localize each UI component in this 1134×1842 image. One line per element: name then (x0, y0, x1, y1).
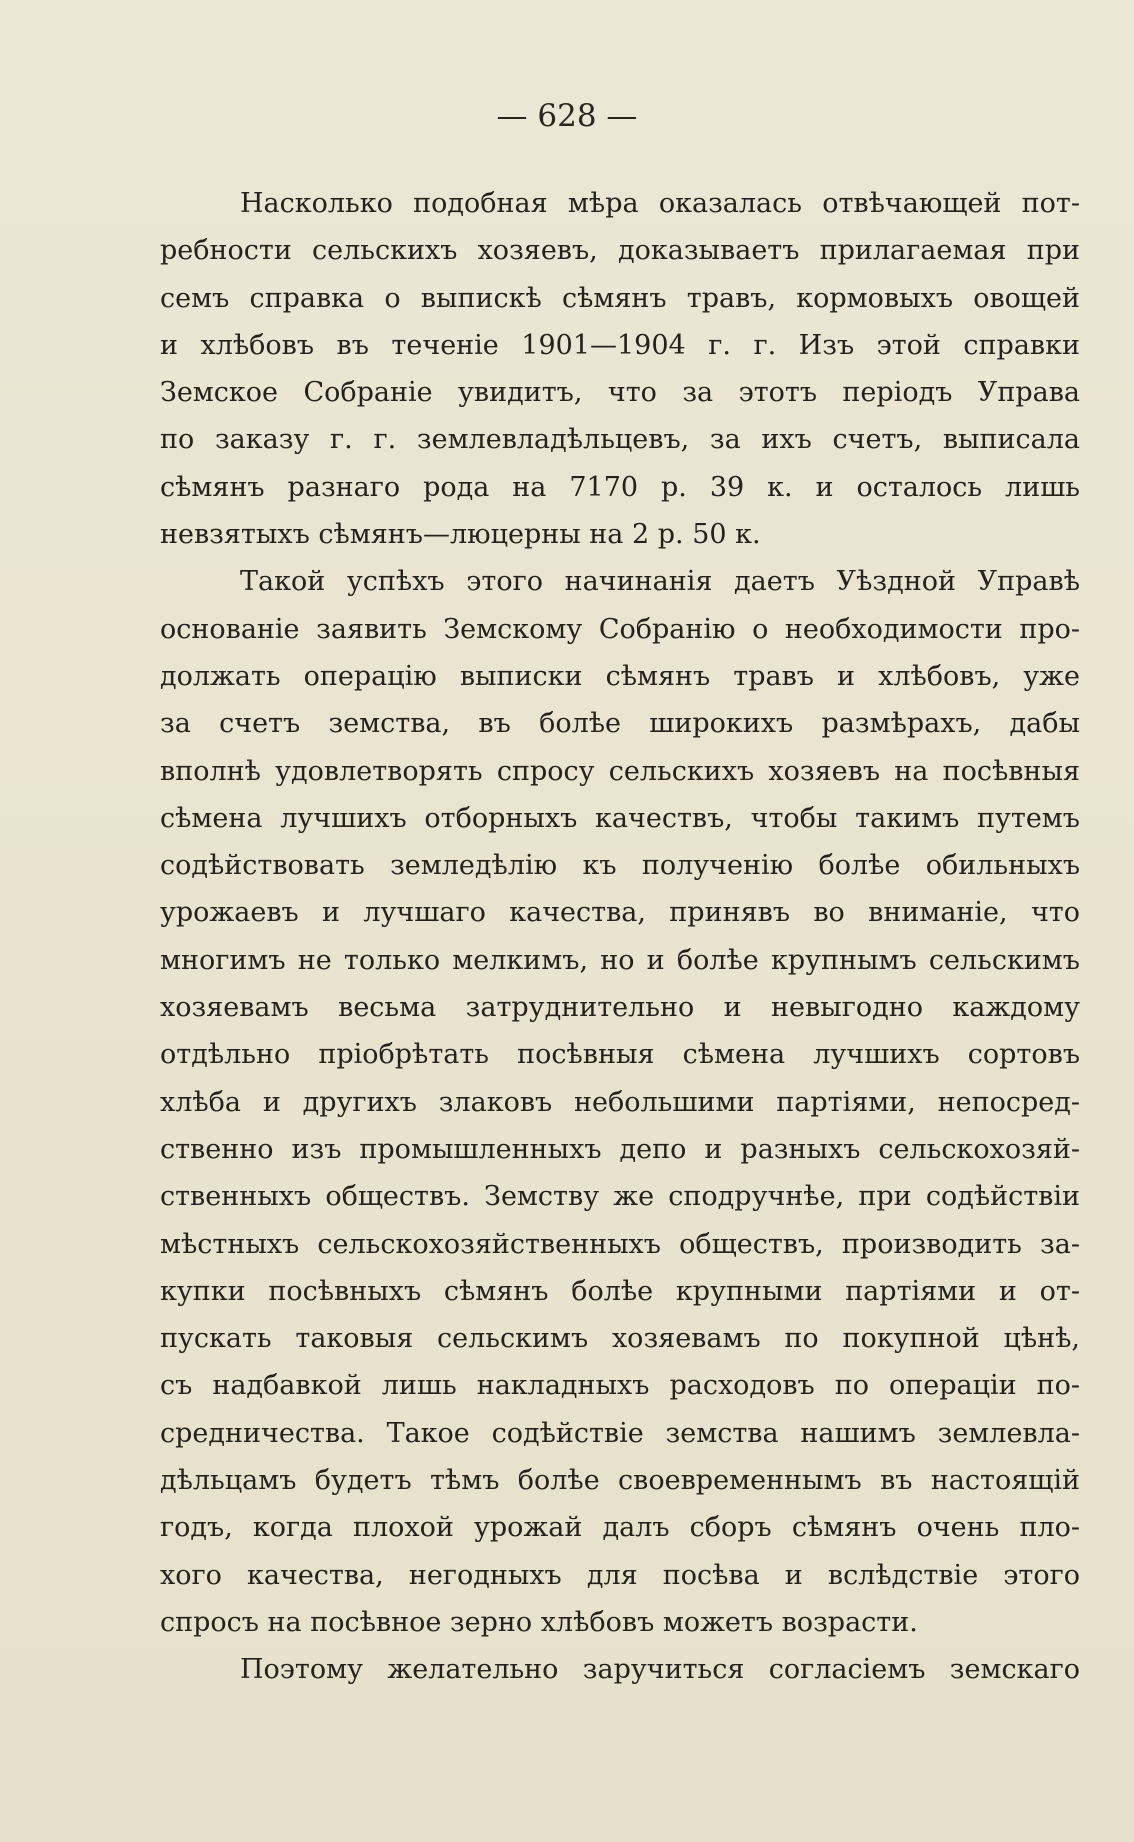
text-line: ственно изъ промышленныхъ депо и разныхъ сельскохозяй- (160, 1133, 1080, 1165)
text-line: хлѣба и другихъ злаковъ небольшими партіями, непосред- (160, 1086, 1080, 1118)
text-line: семъ справка о выпискѣ сѣмянъ травъ, кормовыхъ овощей (160, 282, 1080, 314)
text-line: вполнѣ удовлетворять спросу сельскихъ хозяевъ на посѣвныя (160, 755, 1080, 787)
text-line: ственныхъ обществъ. Земству же сподручнѣе, при содѣйствіи (160, 1181, 1080, 1213)
text-line: пускать таковыя сельскимъ хозяевамъ по покупной цѣнѣ, (160, 1323, 1080, 1355)
text-line: спросъ на посѣвное зерно хлѣбовъ можетъ возрасти. (160, 1606, 918, 1638)
text-line: основаніе заявить Земскому Собранію о необходимости про- (160, 613, 1080, 645)
text-line: Такой успѣхъ этого начинанія даетъ Уѣздной Управѣ (240, 566, 1080, 598)
text-line: дѣльцамъ будетъ тѣмъ болѣе своевременнымъ въ настоящій (160, 1465, 1080, 1497)
text-line: сѣмена лучшихъ отборныхъ качествъ, чтобы такимъ путемъ (160, 802, 1080, 834)
text-line: Поэтому желательно заручиться согласіемъ земскаго (240, 1654, 1080, 1686)
text-line: хого качества, негодныхъ для посѣва и вслѣдствіе этого (160, 1559, 1080, 1591)
text-line: Земское Собраніе увидитъ, что за этотъ періодъ Управа (160, 377, 1080, 409)
text-line: годъ, когда плохой урожай далъ сборъ сѣмянъ очень пло- (160, 1512, 1080, 1544)
text-line: съ надбавкой лишь накладныхъ расходовъ по операціи по- (160, 1370, 1080, 1402)
text-line: Насколько подобная мѣра оказалась отвѣчающей пот- (240, 188, 1080, 219)
text-line: содѣйствовать земледѣлію къ полученію болѣе обильныхъ (160, 850, 1080, 882)
text-line: невзятыхъ сѣмянъ—люцерны на 2 р. 50 к. (160, 519, 761, 551)
text-line: по заказу г. г. землевладѣльцевъ, за ихъ счетъ, выписала (160, 424, 1080, 456)
text-line: многимъ не только мелкимъ, но и болѣе крупнымъ сельскимъ (160, 944, 1080, 976)
text-line: за счетъ земства, въ болѣе широкихъ размѣрахъ, дабы (160, 708, 1080, 740)
text-line: сѣмянъ разнаго рода на 7170 р. 39 к. и осталось лишь (160, 471, 1080, 503)
text-line: ребности сельскихъ хозяевъ, доказываетъ прилагаемая при (160, 235, 1080, 267)
text-line: должать операцію выписки сѣмянъ травъ и хлѣбовъ, уже (160, 660, 1080, 692)
text-line: мѣстныхъ сельскохозяйственныхъ обществъ, производить за- (160, 1228, 1080, 1260)
text-line: хозяевамъ весьма затруднительно и невыгодно каждому (160, 992, 1080, 1024)
text-line: купки посѣвныхъ сѣмянъ болѣе крупными партіями и от- (160, 1275, 1080, 1307)
text-line: средничества. Такое содѣйствіе земства нашимъ землевла- (160, 1417, 1080, 1449)
page-number: — 628 — (496, 98, 638, 134)
body-text (160, 180, 1080, 1694)
text-line: урожаевъ и лучшаго качества, принявъ во вниманіе, что (160, 897, 1080, 929)
text-line: и хлѣбовъ въ теченіе 1901—1904 г. г. Изъ этой справки (160, 329, 1080, 361)
text-line: отдѣльно пріобрѣтать посѣвныя сѣмена лучшихъ сортовъ (160, 1039, 1080, 1071)
